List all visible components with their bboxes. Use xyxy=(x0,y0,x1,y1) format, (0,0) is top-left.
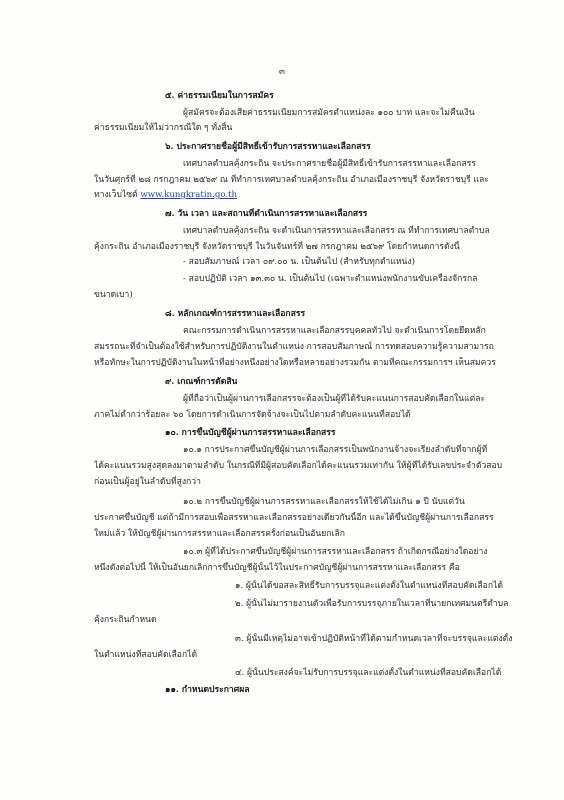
page-number: ๓ xyxy=(278,67,286,77)
section-10-3-item-2: ๒. ผู้นั้นไม่มารายงานตัวเพื่อรับการบรรจุภายในเวลาที่นายกเทศมนตรีตำบล xyxy=(235,599,509,609)
section-10-2-line-1: ๑๐.๒ การขึ้นบัญชีผู้ผ่านการสรรหาและเลือกสรรให้ใช้ได้ไม่เกิน ๑ ปี นับแต่วัน xyxy=(183,497,465,507)
section-10-3-item-2-cont: คุ้งกระถินกำหนด xyxy=(94,615,157,625)
section-10-1-line-2: ได้คะแนนรวมสูงสุดลงมาตามลำดับ ในกรณีที่มีผู้สอบคัดเลือกได้คะแนนรวมเท่ากัน ให้ผู้ที่ได้รับเลขประจำตัวสอบ xyxy=(94,461,503,471)
section-6-line-1: เทศบาลตำบลคุ้งกระถิน จะประกาศรายชื่อผู้มีสิทธิ์เข้ารับการสรรหาและเลือกสรร xyxy=(183,159,476,169)
section-9-line-1: ผู้ที่ถือว่าเป็นผู้ผ่านการเลือกสรรจะต้องเป็นผู้ที่ได้รับคะแนนการสอบคัดเลือกในแต่ละ xyxy=(183,394,486,404)
section-7-heading: ๗. วัน เวลา และสถานที่ดำเนินการสรรหาและเลือกสรร xyxy=(165,209,368,219)
section-10-heading: ๑๐. การขึ้นบัญชีผู้ผ่านการสรรหาและเลือกสรร xyxy=(165,428,336,438)
section-10-3-item-3-cont: ในตำแหน่งที่สอบคัดเลือกได้ xyxy=(94,650,198,660)
section-8-heading: ๘. หลักเกณฑ์การสรรหาและเลือกสรร xyxy=(165,309,306,319)
section-5-line-2: ค่าธรรมเนียมให้ไม่ว่ากรณีใด ๆ ทั้งสิ้น xyxy=(94,123,233,133)
section-10-3-item-1: ๑. ผู้นั้นได้ขอสละสิทธิ์รับการบรรจุและแต่งตั้งในตำแหน่งที่สอบคัดเลือกได้ xyxy=(235,581,503,591)
section-8-line-3: หรือทักษะในการปฏิบัติงานในหน้าที่อย่างหนึ่งอย่างใดหรือหลายอย่างรวมกัน ตามที่คณะกรรมการฯ เห็นสมควร xyxy=(94,358,496,368)
section-6-line-3 xyxy=(94,189,237,201)
section-9-line-2: ภาคไม่ต่ำกว่าร้อยละ ๖๐ โดยการดำเนินการจัดจ้างจะเป็นไปตามลำดับคะแนนที่สอบได้ xyxy=(94,410,411,420)
section-8-line-2: สมรรถนะที่จำเป็นต้องใช้สำหรับการปฏิบัติงานในตำแหน่ง การสอบสัมภาษณ์ การทดสอบความรู้ความสามารถ xyxy=(94,342,494,352)
section-10-2-line-3: ใหม่แล้ว ให้บัญชีผู้ผ่านการสรรหาและเลือกสรรครั้งก่อนเป็นอันยกเลิก xyxy=(94,529,345,539)
section-8-line-1: คณะกรรมการดำเนินการสรรหาและเลือกสรรบุคคลทั่วไป จะดำเนินการโดยยึดหลัก xyxy=(183,326,486,336)
section-10-3-line-1: ๑๐.๓ ผู้ที่ได้ประกาศขึ้นบัญชีผู้ผ่านการสรรหาและเลือกสรร ถ้าเกิดกรณีอย่างใดอย่าง xyxy=(183,547,488,557)
section-10-3-item-4: ๔. ผู้นั้นประสงค์จะไม่รับการบรรจุและแต่งตั้งในตำแหน่งที่สอบคัดเลือกได้ xyxy=(235,668,502,678)
website-label: ทางเว็บไซต์ xyxy=(94,190,138,200)
section-10-3-line-2: หนึ่งดังต่อไปนี้ ให้เป็นอันยกเลิกการขึ้นบัญชีผู้นั้นไว้ในประกาศบัญชีผู้ผ่านการสรรหาและเลือกสรร คือ xyxy=(94,563,460,573)
section-10-1-line-1: ๑๐.๑ การประกาศขึ้นบัญชีผู้ผ่านการเลือกสรรเป็นพนักงานจ้างจะเรียงลำดับที่จากผู้ที่ xyxy=(183,445,488,455)
section-7-line-4: - สอบปฏิบัติ เวลา ๑๓.๓๐ น. เป็นต้นไป (เฉพาะตำแหน่งพนักงานขับเครื่องจักรกล xyxy=(183,274,478,284)
section-7-line-1: เทศบาลตำบลคุ้งกระถิน จะดำเนินการสรรหาและเลือกสรร ณ ที่ทำการเทศบาลตำบล xyxy=(183,226,490,236)
section-10-1-line-3: ก่อนเป็นผู้อยู่ในลำดับที่สูงกว่า xyxy=(94,477,201,487)
section-6-heading: ๖. ประกาศรายชื่อผู้มีสิทธิ์เข้ารับการสรรหาและเลือกสรร xyxy=(165,142,371,152)
section-9-heading: ๙. เกณฑ์การตัดสิน xyxy=(165,377,238,387)
section-10-3-item-3: ๓. ผู้นั้นมีเหตุไม่อาจเข้าปฏิบัติหน้าที่ได้ตามกำหนดเวลาที่จะบรรจุและแต่งตั้ง xyxy=(235,634,513,644)
section-7-line-3: - สอบสัมภาษณ์ เวลา ๐๙.๐๐ น. เป็นต้นไป (สำหรับทุกตำแหน่ง) xyxy=(183,257,415,267)
section-6-line-2: ในวันศุกร์ที่ ๒๘ กรกฎาคม ๒๕๖๙ ณ ที่ทำการเทศบาลตำบลคุ้งกระถิน อำเภอเมืองราชบุรี จังหวัดราชบุรี และ xyxy=(94,175,489,185)
section-10-2-line-2: ประกาศขึ้นบัญชี แต่ถ้ามีการสอบเพื่อสรรหาและเลือกสรรอย่างเดียวกันนี้อีก และได้ขึ้นบัญชีผู้ผ่านการเลือกสรร xyxy=(94,513,494,523)
section-7-line-5: ขนาดเบา) xyxy=(94,290,133,300)
section-5-heading: ๕. ค่าธรรมเนียมในการสมัคร xyxy=(165,91,274,101)
website-link[interactable]: www.kungkratin.go.th xyxy=(140,190,238,200)
section-7-line-2: คุ้งกระถิน อำเภอเมืองราชบุรี จังหวัดราชบุรี ในวันจันทร์ที่ ๒๗ กรกฎาคม ๒๕๖๙ โดยกำหนดการดังนี้ xyxy=(94,242,460,252)
section-5-line-1: ผู้สมัครจะต้องเสียค่าธรรมเนียมการสมัครตำแหน่งละ ๑๐๐ บาท และจะไม่คืนเงิน xyxy=(183,108,475,118)
section-11-heading: ๑๑. กำหนดประกาศผล xyxy=(165,685,250,695)
